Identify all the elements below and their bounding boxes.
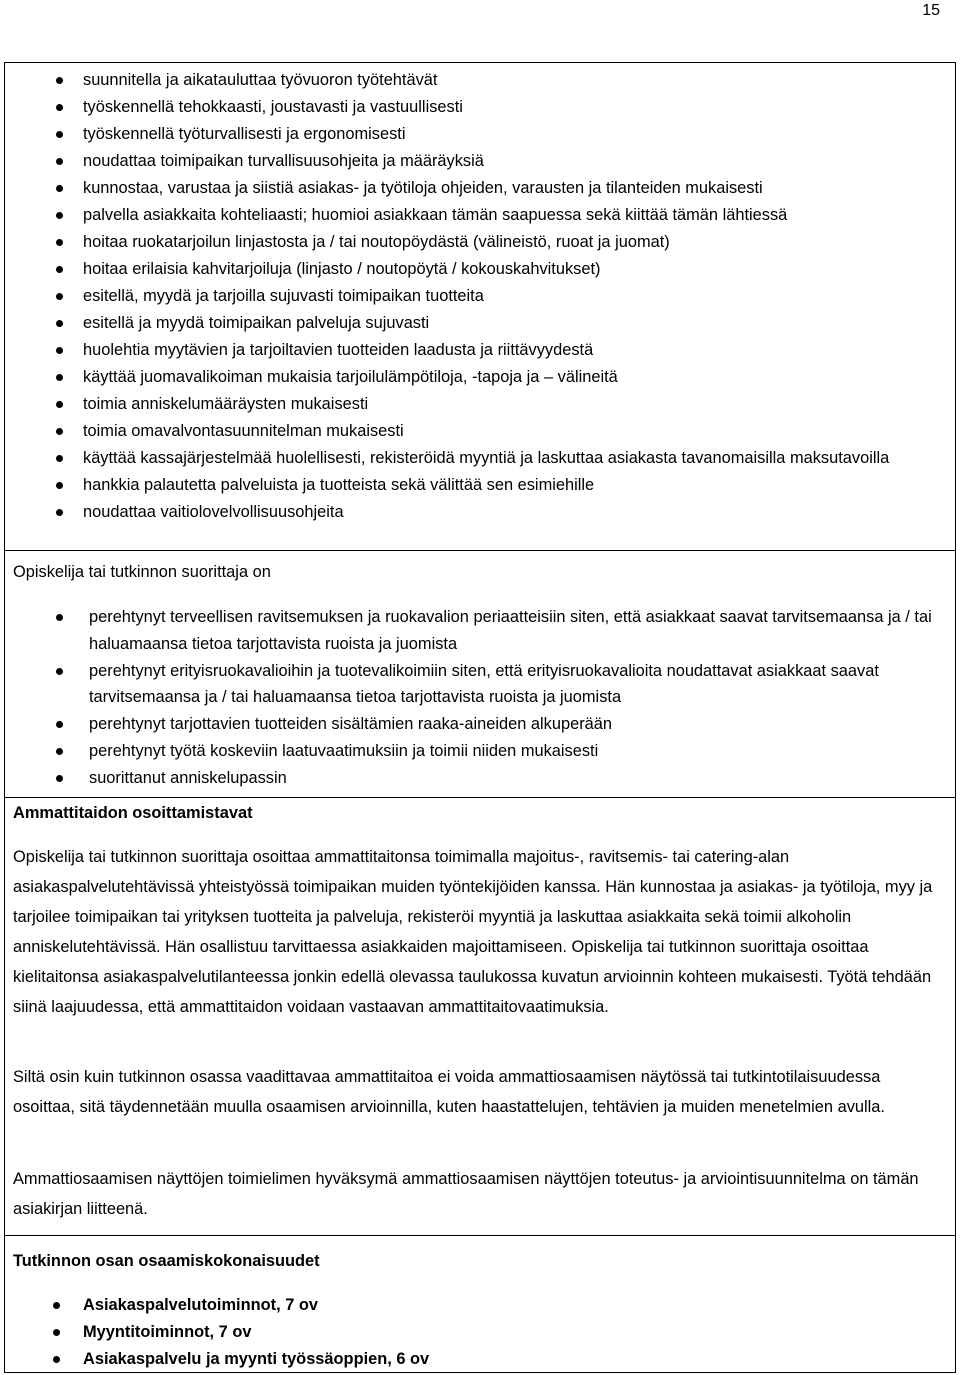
- bullet-icon: [53, 1329, 60, 1336]
- list-item-text: toimia omavalvontasuunnitelman mukaisesti: [83, 422, 404, 440]
- list-item: [5, 175, 945, 202]
- list-item: [5, 364, 945, 391]
- bullet-icon: [56, 482, 63, 489]
- competences-list: [5, 604, 935, 792]
- list-item-text: suunnitella ja aikatauluttaa työvuoron työtehtävät: [83, 71, 438, 89]
- list-item-text: esitellä, myydä ja tarjoilla sujuvasti toimipaikan tuotteita: [83, 287, 484, 305]
- duties-box: [4, 62, 956, 551]
- list-item-text: perehtynyt työtä koskeviin laatuvaatimuksiin ja toimii niiden mukaisesti: [89, 742, 599, 760]
- bullet-icon: [56, 455, 63, 462]
- bullet-icon: [56, 104, 63, 111]
- competences-box: [4, 550, 956, 798]
- list-item: [5, 1292, 429, 1319]
- list-item-text: Asiakaspalvelu ja myynti työssäoppien, 6 ov: [83, 1350, 430, 1368]
- list-item-text: esitellä ja myydä toimipaikan palveluja sujuvasti: [83, 314, 430, 332]
- list-item-text: noudattaa vaitiolovelvollisuusohjeita: [83, 503, 344, 521]
- list-item: [5, 445, 945, 472]
- list-item: [5, 121, 945, 148]
- modules-box: [4, 1235, 956, 1373]
- modules-list: [5, 1292, 429, 1373]
- list-item-text: Myyntitoiminnot, 7 ov: [83, 1323, 252, 1341]
- bullet-icon: [56, 748, 63, 755]
- duties-list: [5, 67, 945, 526]
- paragraph: Siltä osin kuin tutkinnon osassa vaadittavaa ammattitaitoa ei voida ammattiosaamisen näytössä tai tutkintotilaisuudessa osoittaa, sitä täydennetään muulla osaamisen arvioinnilla, kuten haastattelujen, tehtävien ja muiden menetelmien avulla.: [13, 1068, 885, 1116]
- bullet-icon: [56, 320, 63, 327]
- list-item: [5, 202, 945, 229]
- list-item: [5, 604, 935, 657]
- list-item-text: hankkia palautetta palveluista ja tuotteista sekä välittää sen esimiehille: [83, 476, 595, 494]
- list-item-text: hoitaa erilaisia kahvitarjoiluja (linjasto / noutopöytä / kokouskahvitukset): [83, 260, 601, 278]
- list-item: [5, 658, 935, 711]
- list-item-text: hoitaa ruokatarjoilun linjastosta ja / tai noutopöydästä (välineistö, ruoat ja juomat): [83, 233, 670, 251]
- list-item: [5, 67, 945, 94]
- list-item: [5, 310, 945, 337]
- list-item: [5, 148, 945, 175]
- list-item-text: suorittanut anniskelupassin: [89, 769, 287, 787]
- page-number: 15: [922, 2, 940, 19]
- list-item: [5, 1319, 429, 1346]
- list-item-text: palvella asiakkaita kohteliaasti; huomioi asiakkaan tämän saapuessa sekä kiittää tämän lähtiessä: [83, 206, 788, 224]
- bullet-icon: [56, 293, 63, 300]
- bullet-icon: [53, 1302, 60, 1309]
- bullet-icon: [56, 158, 63, 165]
- bullet-icon: [56, 266, 63, 273]
- list-item: [5, 738, 935, 765]
- list-item: [5, 94, 945, 121]
- paragraph: Opiskelija tai tutkinnon suorittaja osoittaa ammattitaitonsa toimimalla majoitus-, ravitsemis- tai catering-alan asiakaspalvelutehtävissä yhteistyössä toimipaikan muiden työntekijöiden kanssa. Hän kunnostaa ja asiakas- ja työtiloja, myy ja tarjoilee toimipaikan tai yrityksen tuotteita ja palveluja, rekisteröi myyntiä ja laskuttaa asiakkaita sekä toimii alkoholin anniskelutehtävissä. Hän osallistuu tarvittaessa asiakkaiden majoittamiseen. Opiskelija tai tutkinnon suorittaja osoittaa kielitaitonsa asiakaspalvelutilanteessa jonkin edellä olevassa taulukossa kuvatun arvioinnin kohteen mukaisesti. Työtä tehdään siinä laajuudessa, että ammattitaidon voidaan vastaavan ammattitaitovaatimuksia.: [13, 848, 933, 1016]
- list-item-text: työskennellä tehokkaasti, joustavasti ja vastuullisesti: [83, 98, 463, 116]
- list-item-text: noudattaa toimipaikan turvallisuusohjeita ja määräyksiä: [83, 152, 484, 170]
- list-item: [5, 765, 935, 792]
- section-heading: Tutkinnon osan osaamiskokonaisuudet: [13, 1252, 320, 1270]
- list-item: [5, 1346, 429, 1373]
- bullet-icon: [53, 1356, 60, 1363]
- list-item-text: toimia anniskelumääräysten mukaisesti: [83, 395, 369, 413]
- bullet-icon: [56, 401, 63, 408]
- bullet-icon: [56, 614, 63, 621]
- bullet-icon: [56, 239, 63, 246]
- bullet-icon: [56, 668, 63, 675]
- list-item: [5, 418, 945, 445]
- list-item: [5, 229, 945, 256]
- bullet-icon: [56, 428, 63, 435]
- competence-intro: Opiskelija tai tutkinnon suorittaja on: [13, 563, 271, 581]
- list-item-text: perehtynyt erityisruokavalioihin ja tuotevalikoimiin siten, että erityisruokavalioita noudattavat asiakkaat saavat tarvitsemaansa ja / tai haluamaansa tietoa tarjottavista ruoista ja juomista: [89, 661, 879, 706]
- list-item: [5, 472, 945, 499]
- bullet-icon: [56, 347, 63, 354]
- bullet-icon: [56, 721, 63, 728]
- list-item-text: kunnostaa, varustaa ja siistiä asiakas- ja työtiloja ohjeiden, varausten ja tilanteiden mukaisesti: [83, 179, 763, 197]
- section-heading: Ammattitaidon osoittamistavat: [13, 804, 253, 822]
- list-item-text: perehtynyt terveellisen ravitsemuksen ja ruokavalion periaatteisiin siten, että asiakkaat saavat tarvitsemaansa ja / tai haluamaansa tietoa tarjottavista ruoista ja juomista: [89, 608, 932, 653]
- list-item-text: perehtynyt tarjottavien tuotteiden sisältämien raaka-aineiden alkuperään: [89, 715, 613, 733]
- list-item-text: Asiakaspalvelutoiminnot, 7 ov: [83, 1296, 318, 1314]
- paragraph: Ammattiosaamisen näyttöjen toimielimen hyväksymä ammattiosaamisen näyttöjen toteutus- ja arviointisuunnitelma on tämän asiakirjan liitteenä.: [13, 1170, 919, 1218]
- list-item-text: käyttää juomavalikoiman mukaisia tarjoilulämpötiloja, -tapoja ja – välineitä: [83, 368, 618, 386]
- list-item: [5, 391, 945, 418]
- demonstration-box: [4, 797, 956, 1236]
- list-item: [5, 711, 935, 738]
- bullet-icon: [56, 374, 63, 381]
- list-item: [5, 337, 945, 364]
- list-item-text: huolehtia myytävien ja tarjoiltavien tuotteiden laadusta ja riittävyydestä: [83, 341, 594, 359]
- bullet-icon: [56, 775, 63, 782]
- list-item-text: käyttää kassajärjestelmää huolellisesti, rekisteröidä myyntiä ja laskuttaa asiakasta tavanomaisilla maksutavoilla: [83, 449, 890, 467]
- list-item-text: työskennellä työturvallisesti ja ergonomisesti: [83, 125, 406, 143]
- list-item: [5, 256, 945, 283]
- list-item: [5, 499, 945, 526]
- bullet-icon: [56, 77, 63, 84]
- list-item: [5, 283, 945, 310]
- bullet-icon: [56, 131, 63, 138]
- bullet-icon: [56, 185, 63, 192]
- bullet-icon: [56, 212, 63, 219]
- bullet-icon: [56, 509, 63, 516]
